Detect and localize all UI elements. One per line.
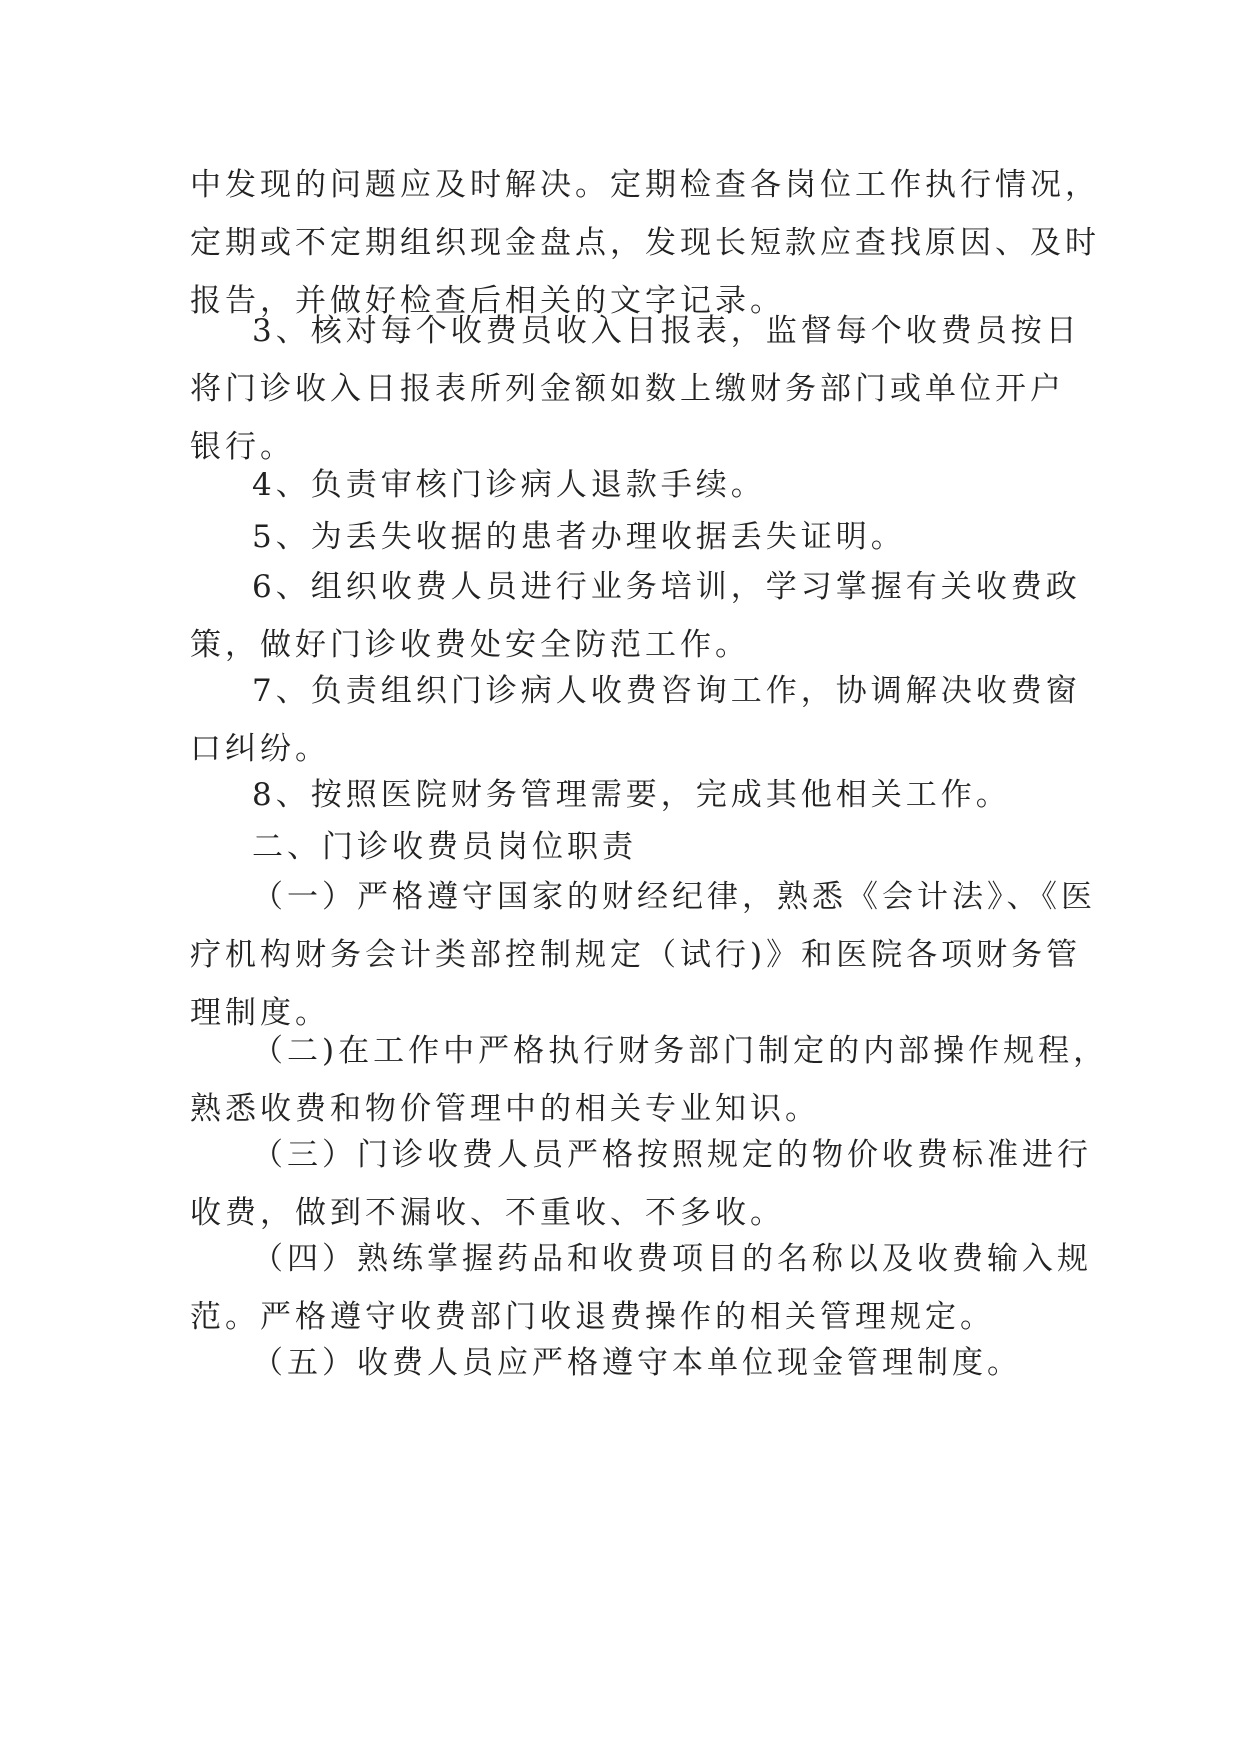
text-line: 策，做好门诊收费处安全防范工作。 bbox=[190, 627, 750, 663]
text-line: 收费，做到不漏收、不重收、不多收。 bbox=[190, 1195, 785, 1231]
paragraph-item-4 bbox=[190, 456, 1060, 514]
text-line: 银行。 bbox=[190, 429, 295, 465]
paragraph-duty-4 bbox=[190, 1230, 1092, 1346]
text-line: 将门诊收入日报表所列金额如数上缴财务部门或单位开户 bbox=[190, 371, 1065, 407]
paragraph-item-3 bbox=[190, 302, 1081, 476]
text-line: （五）收费人员应严格遵守本单位现金管理制度。 bbox=[252, 1345, 1022, 1381]
text-line: 二、门诊收费员岗位职责 bbox=[252, 829, 637, 865]
text-line: 中发现的问题应及时解决。定期检查各岗位工作执行情况， bbox=[190, 167, 1100, 203]
paragraph-item-6 bbox=[190, 558, 1081, 674]
text-line: 8、按照医院财务管理需要，完成其他相关工作。 bbox=[252, 777, 1011, 813]
text-line: （二)在工作中严格执行财务部门制定的内部操作规程， bbox=[252, 1033, 1109, 1069]
text-line: 5、为丢失收据的患者办理收据丢失证明。 bbox=[252, 519, 906, 555]
text-line: 3、核对每个收费员收入日报表，监督每个收费员按日 bbox=[252, 313, 1081, 349]
text-line: 6、组织收费人员进行业务培训，学习掌握有关收费政 bbox=[252, 569, 1081, 605]
text-line: （一）严格遵守国家的财经纪律，熟悉《会计法》、《医 bbox=[252, 879, 1096, 915]
paragraph-item-8 bbox=[190, 766, 1060, 824]
text-line: 疗机构财务会计类部控制规定（试行)》和医院各项财务管 bbox=[190, 937, 1082, 973]
text-line: 7、负责组织门诊病人收费咨询工作，协调解决收费窗 bbox=[252, 673, 1081, 709]
paragraph-item-7 bbox=[190, 662, 1081, 778]
text-line: 口纠纷。 bbox=[190, 731, 330, 767]
paragraph-duty-2 bbox=[190, 1022, 1109, 1138]
text-line: 报告，并做好检查后相关的文字记录。 bbox=[190, 283, 785, 319]
paragraph-duty-1 bbox=[190, 868, 1096, 1042]
paragraph-duty-3 bbox=[190, 1126, 1092, 1242]
text-line: 熟悉收费和物价管理中的相关专业知识。 bbox=[190, 1091, 820, 1127]
text-line: 理制度。 bbox=[190, 995, 330, 1031]
text-line: 范。严格遵守收费部门收退费操作的相关管理规定。 bbox=[190, 1299, 995, 1335]
text-line: 4、负责审核门诊病人退款手续。 bbox=[252, 467, 766, 503]
text-line: 定期或不定期组织现金盘点，发现长短款应查找原因、及时 bbox=[190, 225, 1100, 261]
text-line: （三）门诊收费人员严格按照规定的物价收费标准进行 bbox=[252, 1137, 1092, 1173]
paragraph-duty-5 bbox=[190, 1334, 1060, 1392]
text-line: （四）熟练掌握药品和收费项目的名称以及收费输入规 bbox=[252, 1241, 1092, 1277]
